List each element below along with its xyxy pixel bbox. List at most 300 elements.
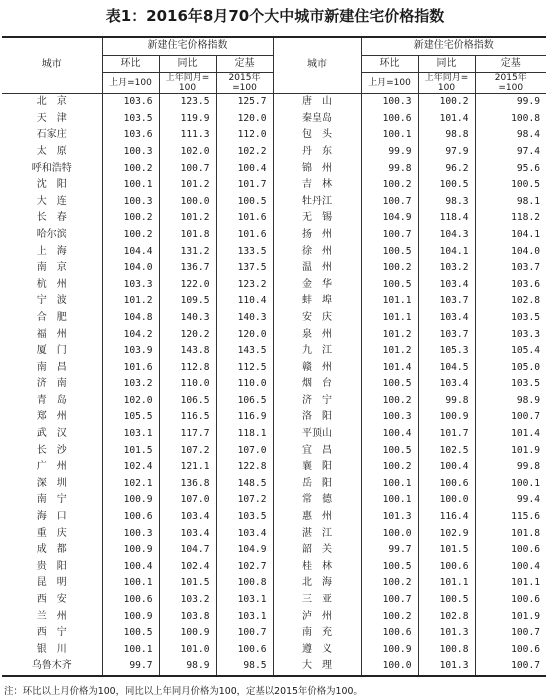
base-value: 100.4 [216, 161, 273, 178]
yoy-value: 100.9 [159, 625, 216, 642]
base-value: 101.9 [511, 444, 541, 456]
yoy-value: 104.3 [418, 227, 475, 244]
yoy-value: 106.5 [159, 393, 216, 410]
city-cell: 常 德 [273, 492, 361, 509]
table-row [2, 260, 546, 277]
table-row [2, 426, 546, 443]
yoy-value: 99.8 [418, 393, 475, 410]
city-header-left: 城市 [2, 37, 102, 94]
city-cell: 徐 州 [273, 244, 361, 261]
yoy-value: 109.5 [159, 293, 216, 310]
base-value: 103.6 [511, 278, 541, 290]
sub-header-base [216, 73, 273, 94]
city-cell: 合 肥 [2, 310, 102, 327]
yoy-value: 103.8 [159, 609, 216, 626]
base-value: 104.9 [216, 542, 273, 559]
city-cell: 赣 州 [273, 360, 361, 377]
mom-value: 100.1 [361, 476, 418, 493]
base-value: 112.5 [216, 360, 273, 377]
table-row [2, 559, 546, 576]
col-header-yoy: 同比 [418, 55, 475, 73]
col-header-mom: 环比 [361, 55, 418, 73]
base-value: 103.5 [511, 378, 541, 390]
base-value: 106.5 [216, 393, 273, 410]
mom-value: 99.7 [361, 542, 418, 559]
city-cell: 金 华 [273, 277, 361, 294]
city-cell: 遵 义 [273, 642, 361, 659]
base-value: 110.0 [216, 376, 273, 393]
mom-value: 100.4 [361, 426, 418, 443]
yoy-value: 110.0 [159, 376, 216, 393]
city-cell: 泸 州 [273, 609, 361, 626]
base-value: 102.7 [216, 559, 273, 576]
base-value: 100.7 [475, 658, 546, 676]
table-row [2, 244, 546, 261]
yoy-value: 136.8 [159, 476, 216, 493]
yoy-value: 100.6 [418, 559, 475, 576]
city-cell: 烟 台 [273, 376, 361, 393]
sub-header-base [475, 73, 546, 94]
mom-value: 100.5 [361, 277, 418, 294]
yoy-value: 102.5 [418, 443, 475, 460]
mom-value: 104.2 [102, 327, 159, 344]
group-header-left: 新建住宅价格指数 [102, 37, 273, 55]
city-cell: 青 岛 [2, 393, 102, 410]
base-value: 110.4 [216, 293, 273, 310]
yoy-value: 103.4 [159, 509, 216, 526]
mom-value: 100.2 [102, 210, 159, 227]
yoy-value: 101.3 [418, 658, 475, 676]
base-value: 100.8 [216, 575, 273, 592]
city-cell: 湛 江 [273, 526, 361, 543]
city-cell: 西 宁 [2, 625, 102, 642]
city-cell: 广 州 [2, 459, 102, 476]
base-value: 118.2 [511, 212, 541, 224]
city-cell: 哈尔滨 [2, 227, 102, 244]
city-cell: 北 京 [2, 94, 102, 111]
city-cell: 西 安 [2, 592, 102, 609]
mom-value: 103.6 [102, 94, 159, 111]
mom-value: 101.4 [361, 360, 418, 377]
table-row [2, 592, 546, 609]
yoy-value: 101.2 [159, 210, 216, 227]
city-cell: 南 宁 [2, 492, 102, 509]
city-cell: 大 理 [273, 658, 361, 676]
city-cell: 福 州 [2, 327, 102, 344]
yoy-value: 103.7 [418, 327, 475, 344]
base-value: 101.9 [511, 610, 541, 622]
yoy-value: 120.2 [159, 327, 216, 344]
sub-header-yoy-line1: 上年同月= [424, 73, 469, 84]
mom-value: 101.1 [361, 293, 418, 310]
col-header-yoy: 同比 [159, 55, 216, 73]
mom-value: 102.0 [102, 393, 159, 410]
mom-value: 103.2 [102, 376, 159, 393]
base-value: 105.4 [511, 345, 541, 357]
base-value: 99.8 [516, 461, 541, 473]
city-cell: 锦 州 [273, 161, 361, 178]
table-row [2, 658, 546, 676]
table-row [2, 542, 546, 559]
mom-value: 100.7 [361, 227, 418, 244]
base-value: 103.7 [511, 262, 541, 274]
mom-value: 103.5 [102, 111, 159, 128]
base-value: 148.5 [216, 476, 273, 493]
mom-value: 100.3 [102, 144, 159, 161]
city-cell: 南 充 [273, 625, 361, 642]
mom-value: 100.5 [102, 625, 159, 642]
base-value: 101.1 [511, 577, 541, 589]
city-cell: 杭 州 [2, 277, 102, 294]
yoy-value: 101.0 [159, 642, 216, 659]
base-value: 100.7 [511, 411, 541, 423]
yoy-value: 102.0 [159, 144, 216, 161]
yoy-value: 100.2 [418, 94, 475, 111]
table-row [2, 327, 546, 344]
mom-value: 100.5 [361, 443, 418, 460]
base-value: 137.5 [216, 260, 273, 277]
table-row [2, 642, 546, 659]
yoy-value: 111.3 [159, 127, 216, 144]
yoy-value: 100.8 [418, 642, 475, 659]
mom-value: 100.3 [361, 94, 418, 111]
yoy-value: 103.4 [159, 526, 216, 543]
mom-value: 101.6 [102, 360, 159, 377]
mom-value: 103.9 [102, 343, 159, 360]
mom-value: 101.1 [361, 310, 418, 327]
yoy-value: 101.5 [418, 542, 475, 559]
city-cell: 呼和浩特 [2, 161, 102, 178]
mom-value: 100.4 [102, 559, 159, 576]
mom-value: 100.1 [361, 127, 418, 144]
table-row [2, 459, 546, 476]
city-cell: 襄 阳 [273, 459, 361, 476]
yoy-value: 101.5 [159, 575, 216, 592]
city-cell: 太 原 [2, 144, 102, 161]
city-cell: 南 昌 [2, 360, 102, 377]
yoy-value: 98.8 [418, 127, 475, 144]
table-row [2, 210, 546, 227]
city-cell: 南 京 [2, 260, 102, 277]
col-header-base: 定基 [216, 55, 273, 73]
base-value: 125.7 [216, 94, 273, 111]
mom-value: 104.8 [102, 310, 159, 327]
base-value: 100.4 [511, 560, 541, 572]
base-value: 103.5 [216, 509, 273, 526]
yoy-value: 116.5 [159, 409, 216, 426]
yoy-value: 103.2 [418, 260, 475, 277]
city-cell: 唐 山 [273, 94, 361, 111]
city-cell: 三 亚 [273, 592, 361, 609]
base-value: 100.6 [511, 594, 541, 605]
yoy-value: 103.7 [418, 293, 475, 310]
mom-value: 100.1 [361, 492, 418, 509]
mom-value: 100.3 [102, 194, 159, 211]
mom-value: 100.5 [361, 376, 418, 393]
yoy-value: 118.4 [418, 210, 475, 227]
base-value: 143.5 [216, 343, 273, 360]
mom-value: 103.1 [102, 426, 159, 443]
yoy-value: 143.8 [159, 343, 216, 360]
city-cell: 岳 阳 [273, 476, 361, 493]
base-value: 102.8 [511, 295, 541, 307]
sub-header-base-line1: 2015年 [228, 73, 261, 84]
yoy-value: 96.2 [418, 161, 475, 178]
sub-header-mom: 上月=100 [102, 73, 159, 94]
base-value: 98.9 [516, 394, 541, 406]
city-cell: 长 沙 [2, 443, 102, 460]
base-value: 100.7 [216, 625, 273, 642]
base-value: 100.5 [216, 194, 273, 211]
yoy-value: 102.4 [159, 559, 216, 576]
yoy-value: 102.9 [418, 526, 475, 543]
header-row-group [2, 37, 546, 55]
sub-header-yoy [418, 73, 475, 94]
yoy-value: 97.9 [418, 144, 475, 161]
table-row [2, 293, 546, 310]
city-cell: 洛 阳 [273, 409, 361, 426]
city-cell: 银 川 [2, 642, 102, 659]
mom-value: 99.8 [361, 161, 418, 178]
city-cell: 安 庆 [273, 310, 361, 327]
col-header-mom: 环比 [102, 55, 159, 73]
city-cell: 天 津 [2, 111, 102, 128]
yoy-value: 136.7 [159, 260, 216, 277]
table-row [2, 575, 546, 592]
base-value: 103.1 [216, 609, 273, 626]
yoy-value: 100.6 [418, 476, 475, 493]
mom-value: 100.2 [361, 393, 418, 410]
base-value: 116.9 [216, 409, 273, 426]
city-cell: 昆 明 [2, 575, 102, 592]
base-value: 103.1 [216, 592, 273, 609]
yoy-value: 103.4 [418, 376, 475, 393]
base-value: 103.3 [511, 328, 541, 340]
mom-value: 100.3 [102, 526, 159, 543]
city-cell: 上 海 [2, 244, 102, 261]
base-value: 95.6 [516, 162, 541, 174]
yoy-value: 100.7 [159, 161, 216, 178]
city-cell: 武 汉 [2, 426, 102, 443]
mom-value: 100.7 [361, 194, 418, 211]
mom-value: 100.2 [361, 609, 418, 626]
mom-value: 100.5 [361, 559, 418, 576]
city-cell: 宁 波 [2, 293, 102, 310]
table-row [2, 144, 546, 161]
sub-header-base-line2: =100 [498, 83, 524, 94]
yoy-value: 101.1 [418, 575, 475, 592]
city-cell: 丹 东 [273, 144, 361, 161]
base-value: 100.6 [216, 642, 273, 659]
mom-value: 100.1 [102, 177, 159, 194]
city-cell: 济 南 [2, 376, 102, 393]
mom-value: 100.2 [361, 177, 418, 194]
city-cell: 海 口 [2, 509, 102, 526]
mom-value: 100.0 [361, 658, 418, 676]
mom-value: 100.2 [102, 227, 159, 244]
group-header-right: 新建住宅价格指数 [361, 37, 546, 55]
table-row [2, 409, 546, 426]
yoy-value: 131.2 [159, 244, 216, 261]
mom-value: 101.2 [361, 343, 418, 360]
yoy-value: 103.4 [418, 277, 475, 294]
city-cell: 沈 阳 [2, 177, 102, 194]
table-row [2, 277, 546, 294]
city-cell: 无 锡 [273, 210, 361, 227]
yoy-value: 103.4 [418, 310, 475, 327]
base-value: 101.6 [216, 210, 273, 227]
yoy-value: 107.2 [159, 443, 216, 460]
base-value: 103.4 [216, 526, 273, 543]
mom-value: 100.5 [361, 244, 418, 261]
table-row [2, 194, 546, 211]
table-title: 表1：2016年8月70个大中城市新建住宅价格指数 [105, 7, 445, 25]
mom-value: 100.2 [361, 575, 418, 592]
base-value: 101.8 [511, 527, 541, 539]
sub-header-base-line1: 2015年 [494, 73, 527, 84]
yoy-value: 123.5 [159, 94, 216, 111]
mom-value: 100.0 [361, 526, 418, 543]
yoy-value: 100.9 [418, 409, 475, 426]
yoy-value: 103.2 [159, 592, 216, 609]
mom-value: 101.5 [102, 443, 159, 460]
table-row [2, 625, 546, 642]
table-row [2, 310, 546, 327]
table-row [2, 609, 546, 626]
base-value: 104.0 [511, 245, 541, 257]
city-cell: 宜 昌 [273, 443, 361, 460]
sub-header-yoy-line2: 100 [178, 83, 197, 94]
city-cell: 成 都 [2, 542, 102, 559]
table-row [2, 343, 546, 360]
yoy-value: 140.3 [159, 310, 216, 327]
yoy-value: 112.8 [159, 360, 216, 377]
mom-value: 99.9 [361, 144, 418, 161]
base-value: 101.7 [216, 177, 273, 194]
footnote: 注：环比以上月价格为100，同比以上年同月价格为100，定基以2015年价格为100。 [4, 686, 363, 697]
city-cell: 石家庄 [2, 127, 102, 144]
mom-value: 99.7 [102, 658, 159, 676]
city-cell: 包 头 [273, 127, 361, 144]
mom-value: 100.9 [102, 492, 159, 509]
base-value: 104.1 [511, 228, 541, 240]
base-value: 101.4 [511, 428, 541, 440]
price-index-table [2, 36, 546, 677]
sub-header-yoy-line1: 上年同月= [165, 73, 210, 84]
base-value: 107.2 [216, 492, 273, 509]
mom-value: 100.2 [361, 260, 418, 277]
yoy-value: 98.3 [418, 194, 475, 211]
mom-value: 104.9 [361, 210, 418, 227]
city-cell: 桂 林 [273, 559, 361, 576]
table-row [2, 492, 546, 509]
yoy-value: 101.4 [418, 111, 475, 128]
sub-header-yoy [159, 73, 216, 94]
base-value: 133.5 [216, 244, 273, 261]
mom-value: 104.0 [102, 260, 159, 277]
city-header-right: 城市 [273, 37, 361, 94]
base-value: 118.1 [216, 426, 273, 443]
mom-value: 100.1 [102, 575, 159, 592]
city-cell: 蚌 埠 [273, 293, 361, 310]
mom-value: 101.3 [361, 509, 418, 526]
city-cell: 温 州 [273, 260, 361, 277]
city-cell: 乌鲁木齐 [2, 658, 102, 676]
base-value: 100.8 [511, 112, 541, 124]
base-value: 123.2 [216, 277, 273, 294]
yoy-value: 121.1 [159, 459, 216, 476]
mom-value: 103.6 [102, 127, 159, 144]
yoy-value: 104.1 [418, 244, 475, 261]
mom-value: 100.9 [102, 609, 159, 626]
base-value: 100.5 [511, 179, 541, 191]
table-body [2, 94, 546, 676]
city-cell: 厦 门 [2, 343, 102, 360]
base-value: 100.1 [511, 477, 541, 489]
table-row [2, 227, 546, 244]
yoy-value: 101.2 [159, 177, 216, 194]
yoy-value: 100.5 [418, 592, 475, 609]
city-cell: 郑 州 [2, 409, 102, 426]
table-row [2, 526, 546, 543]
base-value: 103.5 [511, 311, 541, 323]
yoy-value: 101.8 [159, 227, 216, 244]
table-row [2, 177, 546, 194]
mom-value: 101.2 [361, 327, 418, 344]
city-cell: 重 庆 [2, 526, 102, 543]
yoy-value: 100.5 [418, 177, 475, 194]
yoy-value: 98.9 [159, 658, 216, 676]
city-cell: 济 宁 [273, 393, 361, 410]
yoy-value: 116.4 [418, 509, 475, 526]
table-row [2, 161, 546, 178]
city-cell: 贵 阳 [2, 559, 102, 576]
yoy-value: 100.0 [159, 194, 216, 211]
city-cell: 大 连 [2, 194, 102, 211]
table-row [2, 360, 546, 377]
yoy-value: 104.5 [418, 360, 475, 377]
city-cell: 平顶山 [273, 426, 361, 443]
sub-header-base-line2: =100 [232, 83, 257, 94]
mom-value: 100.6 [361, 111, 418, 128]
base-value: 120.0 [216, 327, 273, 344]
base-value: 101.6 [216, 227, 273, 244]
mom-value: 100.7 [361, 592, 418, 609]
table-row [2, 393, 546, 410]
mom-value: 100.1 [102, 642, 159, 659]
yoy-value: 104.7 [159, 542, 216, 559]
mom-value: 102.1 [102, 476, 159, 493]
yoy-value: 119.9 [159, 111, 216, 128]
mom-value: 105.5 [102, 409, 159, 426]
sub-header-yoy-line2: 100 [437, 83, 456, 94]
mom-value: 102.4 [102, 459, 159, 476]
table-row [2, 94, 546, 111]
yoy-value: 117.7 [159, 426, 216, 443]
base-value: 122.8 [216, 459, 273, 476]
yoy-value: 101.3 [418, 625, 475, 642]
table-row [2, 376, 546, 393]
mom-value: 100.9 [102, 542, 159, 559]
base-value: 140.3 [216, 310, 273, 327]
yoy-value: 102.8 [418, 609, 475, 626]
base-value: 115.6 [511, 511, 541, 523]
base-value: 120.0 [216, 111, 273, 128]
table-row [2, 509, 546, 526]
base-value: 98.4 [516, 129, 541, 141]
yoy-value: 122.0 [159, 277, 216, 294]
city-cell: 牡丹江 [273, 194, 361, 211]
